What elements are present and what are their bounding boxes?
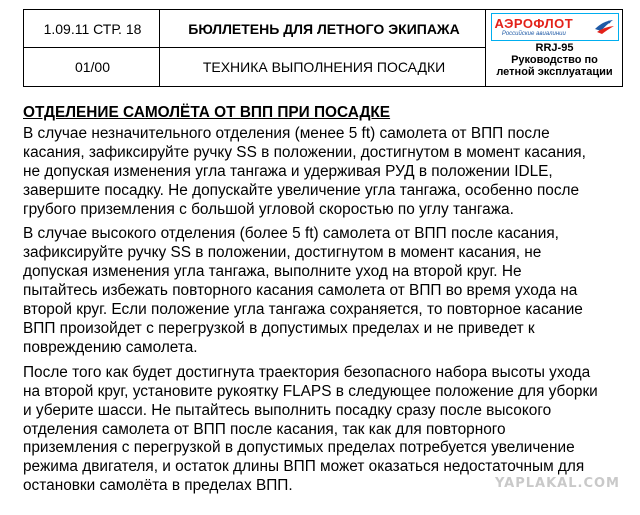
text-line: режима двигателя, и остаток длины ВПП может оказаться недостаточным для	[23, 458, 585, 476]
aeroflot-logo	[491, 13, 619, 41]
text-line: на второй круг, установите рукоятку FLAPS в следующее положение для уборки	[23, 382, 598, 400]
text-line: не допуская изменения угла тангажа и удерживая РУД в положении IDLE,	[23, 162, 553, 180]
revision: 01/00	[74, 59, 111, 75]
bulletin-content	[23, 104, 623, 502]
winged-emblem-icon	[593, 17, 615, 37]
paragraph	[23, 125, 623, 220]
text-line: В случае высокого отделения (более 5 ft) самолета от ВПП после касания,	[23, 225, 559, 243]
bulletin-title: БЮЛЛЕТЕНЬ ДЛЯ ЛЕТНОГО ЭКИПАЖА	[188, 21, 460, 37]
date-page: 1.09.11 СТР. 18	[43, 21, 142, 37]
text-line: касания, зафиксируйте ручку SS в положении, достигнутом в момент касания,	[23, 143, 586, 161]
text-line: ВПП произойдет с перегрузкой в допустимых пределах и не приведет к	[23, 319, 535, 337]
text-line: остановки самолёта в пределах ВПП.	[23, 477, 293, 495]
text-line: второй круг. Если положение угла тангажа сохраняется, то повторное касание	[23, 301, 583, 319]
manual-name-line2: летной эксплуатации	[496, 66, 613, 78]
manual-info-cell	[487, 10, 622, 86]
bulletin-title-cell	[161, 10, 487, 48]
text-line: В случае незначительного отделения (менее 5 ft) самолета от ВПП после	[23, 124, 550, 142]
manual-name-line1: Руководство по	[511, 54, 598, 66]
bulletin-subtitle: ТЕХНИКА ВЫПОЛНЕНИЯ ПОСАДКИ	[202, 59, 446, 75]
document-header	[23, 9, 623, 87]
text-line: повреждению самолета.	[23, 338, 198, 356]
text-line: допуская изменения угла тангажа, выполните уход на второй круг. Не	[23, 263, 522, 281]
logo-text: АЭРОФЛОТ	[494, 15, 574, 31]
paragraph	[23, 225, 623, 357]
section-heading: ОТДЕЛЕНИЕ САМОЛЁТА ОТ ВПП ПРИ ПОСАДКЕ	[23, 104, 391, 121]
watermark: YAPLAKAL.COM	[495, 476, 620, 491]
text-line: отделения самолета от ВПП после касания, так как для повторного	[23, 420, 506, 438]
text-line: пытайтесь избежать повторного касания самолета от ВПП во время ухода на	[23, 282, 578, 300]
text-line: завершите посадку. Не допускайте увеличение угла тангажа, особенно после	[23, 181, 580, 199]
revision-cell	[24, 48, 161, 86]
logo-subtext: Российские авиалинии	[501, 30, 566, 37]
text-line: и уберите шасси. Не пытайтесь выполнить посадку сразу после высокого	[23, 401, 552, 419]
date-page-cell	[24, 10, 161, 48]
aircraft-model: RRJ-95	[535, 42, 574, 54]
text-line: грубого приземления с большой угловой скоростью по углу тангажа.	[23, 200, 514, 218]
bulletin-subtitle-cell	[161, 48, 487, 86]
text-line: После того как будет достигнута траектория безопасного набора высоты ухода	[23, 363, 591, 381]
text-line: приземления с перегрузкой в допустимых пределах потребуется увеличение	[23, 439, 575, 457]
text-line: зафиксируйте ручку SS в положении, достигнутом в момент касания, не	[23, 244, 542, 262]
